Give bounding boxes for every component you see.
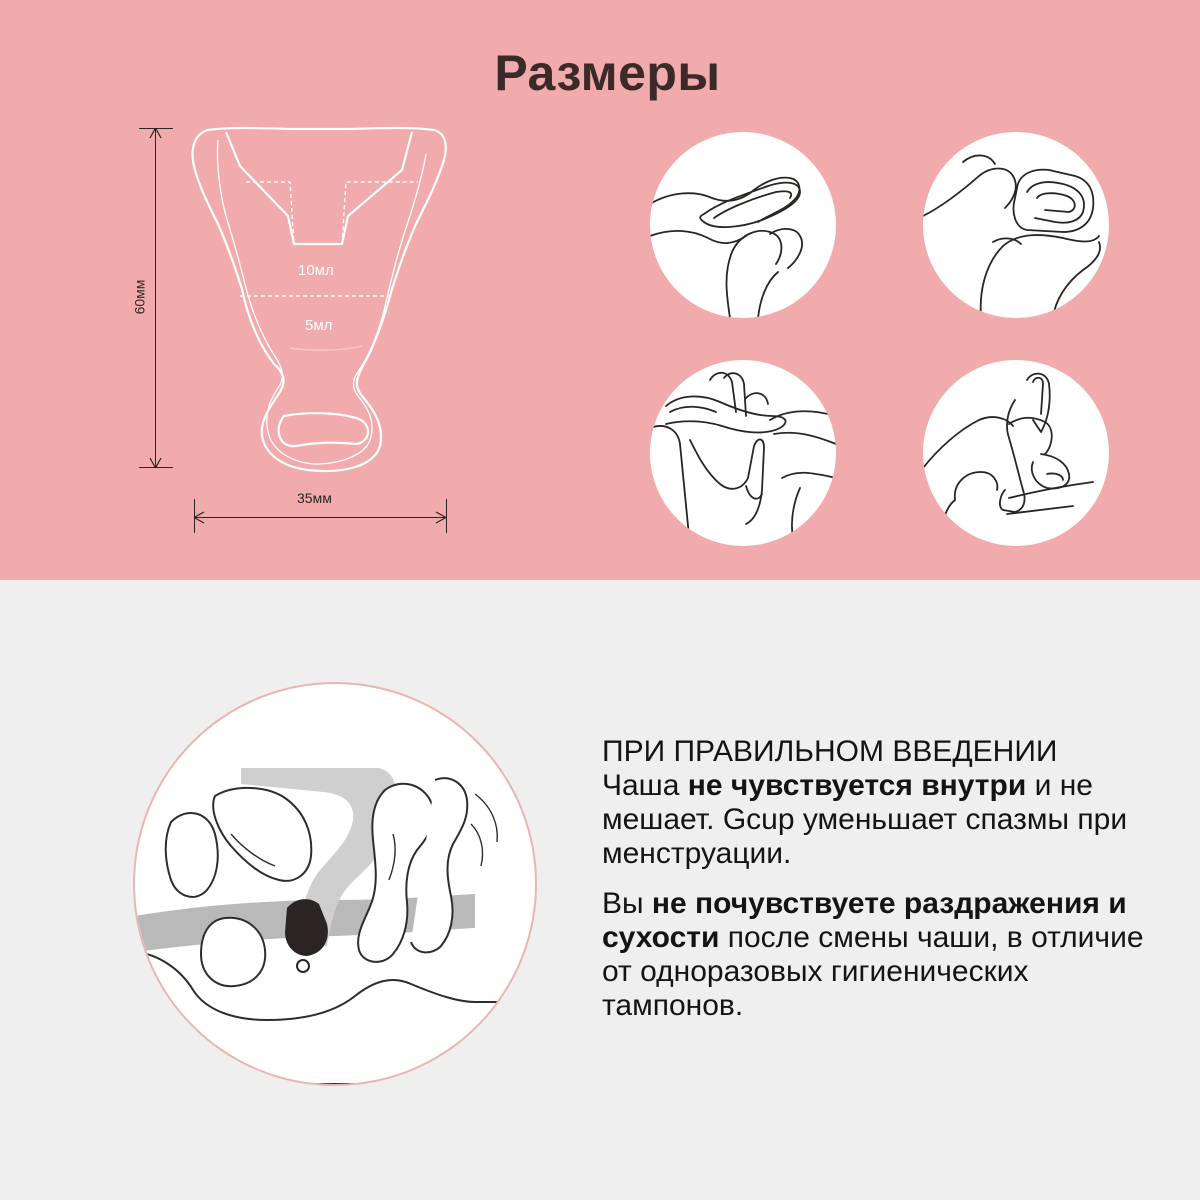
- c-fold-hands-icon: [650, 132, 836, 318]
- width-label: 35мм: [297, 490, 332, 506]
- menstrual-cup-diagram-icon: [186, 124, 452, 474]
- holding-folded-cup-icon: [923, 360, 1109, 546]
- usage-p1-start: Чаша: [602, 769, 688, 802]
- usage-p2-bold: не почувствуете раздражения и сухости: [602, 887, 1127, 954]
- height-arrows-icon: [149, 128, 162, 468]
- width-arrows-icon: [194, 511, 447, 524]
- anatomy-illustration: [133, 682, 537, 1086]
- page-title: Размеры: [494, 45, 721, 101]
- usage-heading: ПРИ ПРАВИЛЬНОМ ВВЕДЕНИИ: [602, 735, 1058, 768]
- fold-step-3: [650, 360, 836, 546]
- usage-p1-end: и не мешает. Gcup уменьшает спазмы при менструации.: [602, 769, 1128, 870]
- volume-mark-5ml: 5мл: [305, 317, 333, 334]
- fold-step-2: [923, 132, 1109, 318]
- usage-paragraph-2: [602, 887, 1162, 1023]
- punch-down-fold-hands-icon: [923, 132, 1109, 318]
- usage-p2-start: Вы: [602, 887, 652, 920]
- anatomy-cross-section-icon: [135, 684, 535, 1084]
- volume-mark-10ml: 10мл: [298, 262, 334, 279]
- fold-step-1: [650, 132, 836, 318]
- usage-p2-end: после смены чаши, в отличие от одноразовых гигиенических тампонов.: [602, 921, 1144, 1022]
- sizes-section: [0, 0, 1200, 580]
- fold-step-4: [923, 360, 1109, 546]
- usage-text: [602, 735, 1162, 1023]
- seven-fold-hands-icon: [650, 360, 836, 546]
- usage-p1-bold: не чувствуется внутри: [687, 769, 1027, 802]
- height-label: 60мм: [131, 279, 148, 315]
- usage-paragraph-1: [602, 735, 1162, 871]
